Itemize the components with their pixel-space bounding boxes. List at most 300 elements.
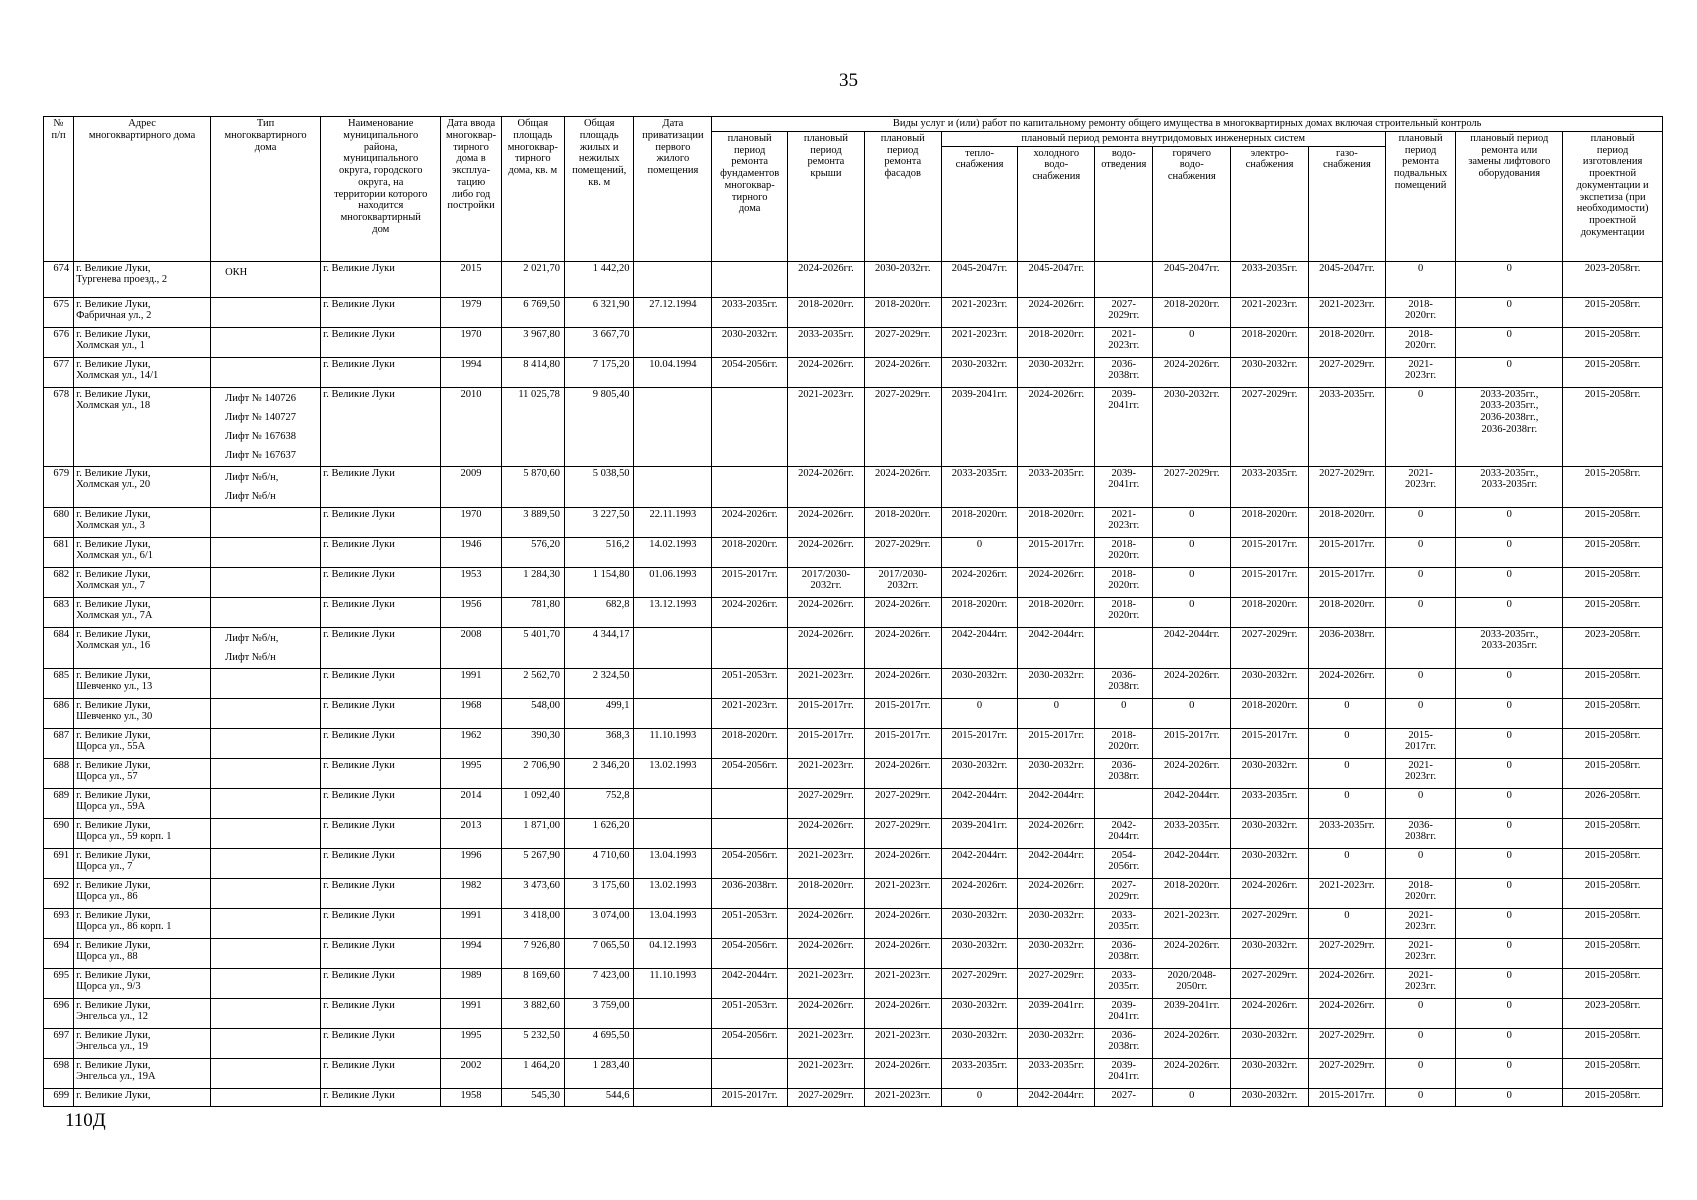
- cell-text: 1 092,40: [523, 789, 560, 801]
- cell-text: 2 021,70: [523, 262, 560, 274]
- cell-district: [321, 878, 441, 908]
- cell-type: [211, 998, 321, 1028]
- cell-address: [74, 698, 211, 728]
- cell-sewer: [1095, 627, 1153, 668]
- cell-text: 2030-2032гг.: [1028, 759, 1085, 771]
- cell-commission: [441, 848, 501, 878]
- cell-text: 2015-2058гг.: [1584, 328, 1641, 340]
- cell-total-area: [501, 788, 564, 818]
- cell-district: [321, 597, 441, 627]
- cell-text: 2024-2026гг.: [1028, 819, 1085, 831]
- cell-foundation: [712, 387, 788, 466]
- cell-living-area: [564, 968, 634, 998]
- cell-text: Холмская ул., 7: [76, 580, 145, 592]
- cell-type: [211, 1058, 321, 1088]
- cell-text: 0: [1189, 1089, 1195, 1101]
- cell-text: 0: [1189, 568, 1195, 580]
- cell-heat: [941, 848, 1018, 878]
- cell-text: 0: [1189, 699, 1195, 711]
- cell-text: 2050гг.: [1176, 981, 1208, 993]
- cell-foundation: [712, 848, 788, 878]
- cell-facade: [864, 297, 941, 327]
- cell-total-area: [501, 998, 564, 1028]
- cell-text: 2023гг.: [1405, 479, 1437, 491]
- cell-text: 0: [1344, 789, 1350, 801]
- cell-foundation: [712, 758, 788, 788]
- cell-heat: [941, 668, 1018, 698]
- cell-address: [74, 788, 211, 818]
- cell-text: 2042-2044гг.: [951, 628, 1008, 640]
- cell-text: 0: [1417, 262, 1424, 274]
- cell-text: 2038гг.: [1108, 1041, 1140, 1053]
- cell-electric: [1231, 908, 1309, 938]
- cell-text: 2024-2026гг.: [1163, 358, 1220, 370]
- cell-text: 2023-2058гг.: [1584, 999, 1641, 1011]
- cell-text: г. Великие Луки: [323, 328, 395, 340]
- cell-text: 1991: [460, 909, 482, 921]
- cell-number: [44, 788, 74, 818]
- cell-electric: [1231, 627, 1309, 668]
- cell-text: 2024-2026гг.: [874, 849, 931, 861]
- cell-heat: [941, 507, 1018, 537]
- cell-text: 2018-2020гг.: [1319, 508, 1375, 520]
- cell-text: 0: [1189, 508, 1195, 520]
- cell-text: 682,8: [605, 598, 630, 610]
- cell-text: Лифт № 167638: [225, 430, 296, 442]
- cell-text: 2039-: [1111, 467, 1137, 479]
- col-header-number: № п/п: [44, 117, 74, 262]
- cell-heat: [941, 466, 1018, 507]
- cell-text: 01.06.1993: [649, 568, 697, 580]
- cell-text: 2015-2058гг.: [1584, 729, 1641, 741]
- cell-total-area: [501, 698, 564, 728]
- cell-text: 2024-2026гг.: [951, 879, 1008, 891]
- cell-text: 2030-2032гг.: [951, 939, 1008, 951]
- cell-text: 676: [53, 328, 70, 340]
- cell-text: 2038гг.: [1108, 370, 1140, 382]
- cell-text: 2036-: [1408, 819, 1433, 831]
- cell-text: 0: [1506, 1059, 1512, 1071]
- cell-text: 0: [1417, 849, 1424, 861]
- cell-text: 11 025,78: [518, 388, 560, 400]
- cell-text: 1 284,30: [523, 568, 560, 580]
- cell-text: 2024-2026гг.: [1163, 759, 1220, 771]
- cell-roof: [788, 758, 865, 788]
- table-body: [44, 261, 1663, 1106]
- cell-text: Энгельса ул., 12: [76, 1011, 148, 1023]
- cell-sewer: [1095, 327, 1153, 357]
- cell-foundation: [712, 668, 788, 698]
- cell-sewer: [1095, 1058, 1153, 1088]
- cell-text: 2015-2017гг.: [798, 729, 854, 741]
- cell-gas: [1309, 788, 1386, 818]
- cell-text: 2030-2032гг.: [1241, 1059, 1298, 1071]
- cell-text: 0: [1417, 1029, 1424, 1041]
- cell-number: [44, 908, 74, 938]
- cell-number: [44, 1088, 74, 1106]
- cell-basement: [1385, 788, 1456, 818]
- cell-text: 5 401,70: [523, 628, 560, 640]
- cell-text: 675: [53, 298, 70, 310]
- cell-hot-water: [1153, 261, 1231, 297]
- cell-text: г. Великие Луки: [323, 598, 395, 610]
- cell-commission: [441, 297, 501, 327]
- cell-text: 688: [53, 759, 70, 771]
- cell-number: [44, 668, 74, 698]
- table-row: [44, 848, 1663, 878]
- table-row: [44, 818, 1663, 848]
- cell-text: г. Великие Луки,: [76, 1029, 151, 1041]
- cell-electric: [1231, 848, 1309, 878]
- cell-basement: [1385, 968, 1456, 998]
- cell-electric: [1231, 878, 1309, 908]
- cell-privatization: [634, 758, 712, 788]
- cell-number: [44, 1058, 74, 1088]
- cell-text: 2021-: [1111, 508, 1137, 520]
- cell-text: 683: [53, 598, 70, 610]
- cell-text: г. Великие Луки: [323, 729, 395, 741]
- cell-basement: [1385, 357, 1456, 387]
- cell-sewer: [1095, 466, 1153, 507]
- cell-basement: [1385, 728, 1456, 758]
- cell-elevator: [1456, 297, 1563, 327]
- cell-design: [1563, 1058, 1663, 1088]
- cell-text: 2015-2017гг.: [1241, 568, 1298, 580]
- cell-facade: [864, 758, 941, 788]
- cell-commission: [441, 758, 501, 788]
- cell-text: 2030-2032гг.: [1241, 1029, 1298, 1041]
- cell-text: 2023-2058гг.: [1584, 262, 1641, 274]
- cell-text: 7 926,80: [523, 939, 560, 951]
- cell-total-area: [501, 627, 564, 668]
- cell-gas: [1309, 627, 1386, 668]
- cell-facade: [864, 507, 941, 537]
- cell-number: [44, 818, 74, 848]
- cell-text: 2033-2035гг.,: [1480, 400, 1539, 412]
- cell-privatization: [634, 818, 712, 848]
- cell-text: Щорса ул., 86 корп. 1: [76, 921, 172, 933]
- cell-address: [74, 758, 211, 788]
- cell-type: [211, 698, 321, 728]
- cell-heat: [941, 567, 1018, 597]
- cell-text: 2024-2026гг.: [798, 598, 854, 610]
- cell-text: Лифт №б/н,: [225, 632, 279, 644]
- cell-facade: [864, 567, 941, 597]
- cell-text: 2033-2035гг.: [1481, 479, 1538, 491]
- cell-text: г. Великие Луки,: [76, 879, 151, 891]
- cell-type: [211, 327, 321, 357]
- cell-text: 2030-2032гг.: [1028, 669, 1085, 681]
- cell-text: 2015-2058гг.: [1584, 939, 1641, 951]
- cell-text: 2024-2026гг.: [798, 819, 854, 831]
- cell-text: 2017/2030-: [801, 568, 851, 580]
- cell-cold-water: [1018, 908, 1095, 938]
- cell-text: 2033-2035гг.,: [1480, 467, 1539, 479]
- cell-gas: [1309, 668, 1386, 698]
- cell-living-area: [564, 758, 634, 788]
- cell-text: 2018-: [1408, 879, 1433, 891]
- cell-number: [44, 938, 74, 968]
- cell-address: [74, 507, 211, 537]
- col-header-elevator: плановый период ремонта или замены лифтового оборудования: [1456, 131, 1563, 261]
- cell-cold-water: [1018, 627, 1095, 668]
- cell-text: 3 473,60: [523, 879, 560, 891]
- cell-sewer: [1095, 357, 1153, 387]
- col-header-facade: плановый период ремонта фасадов: [864, 131, 941, 261]
- cell-text: 2042-2044гг.: [1028, 789, 1085, 801]
- cell-text: 0: [1506, 969, 1512, 981]
- cell-text: Щорса ул., 88: [76, 951, 138, 963]
- cell-text: 2027-2029гг.: [874, 328, 931, 340]
- cell-text: 2018-2020гг.: [951, 598, 1008, 610]
- cell-design: [1563, 1088, 1663, 1106]
- cell-text: 3 759,00: [592, 999, 630, 1011]
- cell-text: г. Великие Луки: [323, 789, 395, 801]
- cell-text: 2056гг.: [1108, 861, 1140, 873]
- cell-text: 1994: [460, 358, 482, 370]
- cell-text: Щорса ул., 86: [76, 891, 138, 903]
- cell-text: 2015-2017гг.: [874, 729, 931, 741]
- cell-district: [321, 698, 441, 728]
- cell-privatization: [634, 788, 712, 818]
- cell-foundation: [712, 1028, 788, 1058]
- cell-basement: [1385, 818, 1456, 848]
- cell-text: 2042-2044гг.: [951, 849, 1008, 861]
- cell-text: 13.02.1993: [649, 879, 697, 891]
- cell-number: [44, 758, 74, 788]
- cell-privatization: [634, 998, 712, 1028]
- cell-text: 0: [1506, 789, 1512, 801]
- cell-text: Энгельса ул., 19: [76, 1041, 148, 1053]
- col-header-works-group: Виды услуг и (или) работ по капитальному ремонту общего имущества в многоквартирных домах включая строительный контроль: [712, 117, 1663, 132]
- cell-type: [211, 297, 321, 327]
- cell-text: 2036-2038гг.: [1319, 628, 1375, 640]
- col-header-total-area: Общая площадь многоквар- тирного дома, кв. м: [501, 117, 564, 262]
- cell-roof: [788, 1088, 865, 1106]
- cell-type: [211, 758, 321, 788]
- cell-commission: [441, 387, 501, 466]
- cell-text: 0: [1506, 538, 1512, 550]
- cell-total-area: [501, 818, 564, 848]
- cell-electric: [1231, 968, 1309, 998]
- cell-gas: [1309, 507, 1386, 537]
- cell-text: 2021-: [1408, 939, 1433, 951]
- cell-text: 2018-: [1111, 568, 1137, 580]
- cell-text: 781,80: [531, 598, 560, 610]
- cell-privatization: [634, 567, 712, 597]
- cell-text: 2018-: [1111, 538, 1137, 550]
- cell-sewer: [1095, 698, 1153, 728]
- cell-text: 1970: [460, 508, 482, 520]
- cell-text: 1 464,20: [523, 1059, 560, 1071]
- cell-text: 0: [1344, 909, 1350, 921]
- cell-text: 2023гг.: [1108, 520, 1140, 532]
- cell-text: 2024-2026гг.: [1163, 939, 1220, 951]
- cell-text: 2023гг.: [1405, 921, 1437, 933]
- cell-type: [211, 387, 321, 466]
- cell-text: 698: [53, 1059, 70, 1071]
- cell-address: [74, 668, 211, 698]
- cell-sewer: [1095, 758, 1153, 788]
- cell-district: [321, 818, 441, 848]
- cell-text: 2024-2026гг.: [721, 508, 778, 520]
- cell-roof: [788, 466, 865, 507]
- cell-text: 2024-2026гг.: [1028, 388, 1085, 400]
- cell-gas: [1309, 968, 1386, 998]
- cell-number: [44, 627, 74, 668]
- cell-text: 2017гг.: [1405, 741, 1437, 753]
- cell-text: 681: [53, 538, 70, 550]
- cell-text: 2027-2029гг.: [1028, 969, 1085, 981]
- cell-text: 2020гг.: [1405, 891, 1437, 903]
- cell-type: [211, 1088, 321, 1106]
- cell-text: 0: [1189, 538, 1195, 550]
- cell-text: 0: [1506, 1089, 1512, 1101]
- cell-commission: [441, 968, 501, 998]
- cell-text: 0: [1417, 388, 1424, 400]
- cell-address: [74, 878, 211, 908]
- cell-cold-water: [1018, 788, 1095, 818]
- cell-facade: [864, 938, 941, 968]
- cell-text: Щорса ул., 57: [76, 771, 138, 783]
- cell-text: 2015-2058гг.: [1584, 1029, 1641, 1041]
- cell-text: 0: [976, 1089, 983, 1101]
- table-row: [44, 668, 1663, 698]
- cell-text: 2033-2035гг.: [951, 467, 1008, 479]
- cell-text: 2014: [460, 789, 482, 801]
- cell-text: 689: [53, 789, 70, 801]
- cell-text: 2010: [460, 388, 482, 400]
- col-header-address: Адрес многоквартирного дома: [74, 117, 211, 262]
- cell-basement: [1385, 698, 1456, 728]
- col-header-design: плановый период изготовления проектной документации и экспетиза (при необходимости) проектной документации: [1563, 131, 1663, 261]
- cell-basement: [1385, 938, 1456, 968]
- cell-text: 680: [53, 508, 70, 520]
- cell-text: 2018-: [1408, 298, 1433, 310]
- cell-text: 2024-2026гг.: [1163, 669, 1220, 681]
- cell-commission: [441, 537, 501, 567]
- cell-basement: [1385, 537, 1456, 567]
- cell-text: 2030-2032гг.: [1241, 819, 1298, 831]
- cell-living-area: [564, 507, 634, 537]
- cell-text: 545,30: [531, 1089, 560, 1101]
- cell-foundation: [712, 261, 788, 297]
- cell-text: 2030-2032гг.: [721, 328, 778, 340]
- cell-text: 2024-2026гг.: [951, 568, 1008, 580]
- cell-text: 2051-2053гг.: [721, 669, 778, 681]
- cell-text: Щорса ул., 7: [76, 861, 133, 873]
- cell-text: 2024-2026гг.: [874, 358, 931, 370]
- cell-roof: [788, 507, 865, 537]
- cell-text: 0: [1506, 262, 1512, 274]
- cell-text: 2018-2020гг.: [1241, 699, 1298, 711]
- cell-foundation: [712, 818, 788, 848]
- cell-text: 2024-2026гг.: [1028, 298, 1085, 310]
- cell-cold-water: [1018, 968, 1095, 998]
- cell-text: 548,00: [531, 699, 560, 711]
- cell-text: 2027-2029гг.: [874, 538, 931, 550]
- cell-facade: [864, 387, 941, 466]
- cell-basement: [1385, 261, 1456, 297]
- cell-text: 694: [53, 939, 70, 951]
- cell-text: 2033-2035гг.: [1481, 640, 1538, 652]
- cell-electric: [1231, 357, 1309, 387]
- cell-text: 2015-2058гг.: [1584, 669, 1641, 681]
- cell-text: 2008: [460, 628, 482, 640]
- cell-basement: [1385, 507, 1456, 537]
- cell-text: 2030-2032гг.: [1241, 939, 1298, 951]
- cell-text: 2021-2023гг.: [721, 699, 778, 711]
- cell-cold-water: [1018, 758, 1095, 788]
- cell-text: г. Великие Луки,: [76, 669, 151, 681]
- cell-text: 2042-2044гг.: [1163, 849, 1220, 861]
- cell-hot-water: [1153, 848, 1231, 878]
- cell-text: 2024-2026гг.: [1028, 879, 1085, 891]
- cell-text: 544,6: [605, 1089, 630, 1101]
- cell-text: 2054-2056гг.: [721, 1029, 778, 1041]
- cell-text: 1 871,00: [523, 819, 560, 831]
- cell-living-area: [564, 597, 634, 627]
- cell-basement: [1385, 387, 1456, 466]
- cell-text: 0: [1417, 568, 1424, 580]
- cell-district: [321, 908, 441, 938]
- cell-text: 2036-: [1111, 939, 1137, 951]
- cell-district: [321, 387, 441, 466]
- cell-text: 2024-2026гг.: [1319, 999, 1375, 1011]
- cell-text: 2015-2058гг.: [1584, 759, 1641, 771]
- cell-roof: [788, 567, 865, 597]
- cell-sewer: [1095, 597, 1153, 627]
- cell-hot-water: [1153, 507, 1231, 537]
- cell-text: 2029гг.: [1108, 891, 1140, 903]
- cell-text: 2033-2035гг.: [1241, 467, 1298, 479]
- cell-text: 2021-2023гг.: [874, 1089, 931, 1101]
- cell-cold-water: [1018, 1028, 1095, 1058]
- cell-electric: [1231, 297, 1309, 327]
- cell-roof: [788, 848, 865, 878]
- cell-text: г. Великие Луки,: [76, 467, 151, 479]
- cell-district: [321, 1088, 441, 1106]
- cell-privatization: [634, 668, 712, 698]
- cell-address: [74, 567, 211, 597]
- table-row: [44, 938, 1663, 968]
- cell-electric: [1231, 466, 1309, 507]
- cell-living-area: [564, 261, 634, 297]
- cell-district: [321, 668, 441, 698]
- cell-text: 2027-2029гг.: [1241, 969, 1298, 981]
- table-row: [44, 537, 1663, 567]
- cell-text: 2018-2020гг.: [1241, 598, 1298, 610]
- cell-heat: [941, 261, 1018, 297]
- cell-design: [1563, 327, 1663, 357]
- cell-privatization: [634, 728, 712, 758]
- cell-sewer: [1095, 938, 1153, 968]
- cell-text: 6 321,90: [592, 298, 630, 310]
- cell-basement: [1385, 998, 1456, 1028]
- cell-text: 2023гг.: [1108, 340, 1140, 352]
- cell-text: 2030-2032гг.: [1028, 909, 1085, 921]
- cell-total-area: [501, 297, 564, 327]
- cell-commission: [441, 818, 501, 848]
- cell-foundation: [712, 878, 788, 908]
- table-row: [44, 1058, 1663, 1088]
- cell-electric: [1231, 597, 1309, 627]
- cell-design: [1563, 998, 1663, 1028]
- cell-text: 2045-2047гг.: [1028, 262, 1085, 274]
- cell-privatization: [634, 297, 712, 327]
- col-header-gas: газо- снабжения: [1309, 146, 1386, 261]
- cell-text: 2015-2058гг.: [1584, 699, 1641, 711]
